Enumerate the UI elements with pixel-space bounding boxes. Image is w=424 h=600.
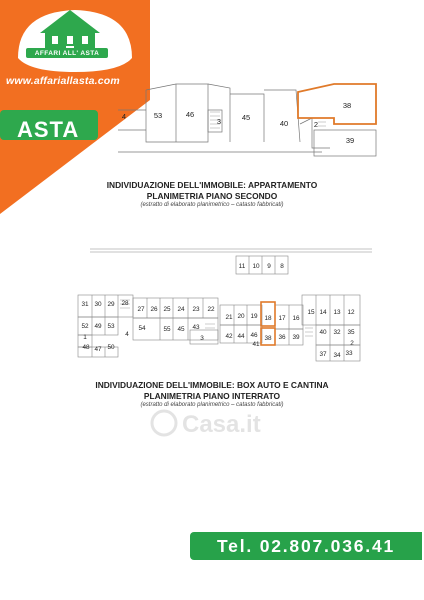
room-label: 55 — [163, 326, 171, 333]
room-label: 16 — [292, 315, 300, 322]
room-label: 40 — [319, 329, 327, 336]
room-label: 21 — [225, 314, 233, 321]
caption-subtitle-top: PLANIMETRIA PIANO SECONDO — [146, 191, 278, 201]
caption-note-bottom: (estratto di elaborato planimetrico – catasto fabbricati) — [140, 402, 284, 408]
room-label: 45 — [177, 326, 185, 333]
room-label: 32 — [333, 329, 341, 336]
room-label: 48 — [82, 344, 90, 351]
room-label: 10 — [252, 263, 260, 270]
room-label: 24 — [177, 306, 185, 313]
room-label: 12 — [347, 309, 355, 316]
room-label: 52 — [81, 323, 89, 330]
room-label: 1 — [83, 334, 87, 341]
room-label: 28 — [121, 300, 129, 307]
room-label: 43 — [192, 324, 200, 331]
room-label: 3 — [200, 335, 204, 342]
room-label: 20 — [237, 313, 245, 320]
room-label: 41 — [252, 341, 260, 348]
room-label: 2 — [350, 340, 354, 347]
room-label: 14 — [319, 309, 327, 316]
room-label: 3 — [216, 117, 222, 126]
room-label: 29 — [107, 301, 115, 308]
room-label: 27 — [137, 306, 145, 313]
room-label: 30 — [94, 301, 102, 308]
caption-subtitle-bottom: PLANIMETRIA PIANO INTERRATO — [143, 391, 281, 401]
room-label: 23 — [192, 306, 200, 313]
phone-banner — [190, 532, 422, 560]
room-label: 4 — [121, 112, 127, 121]
floor-plan-second-floor — [0, 0, 424, 170]
room-label: 47 — [94, 346, 102, 353]
room-label: 38 — [342, 101, 352, 110]
room-label: 39 — [345, 136, 355, 145]
caption-note-top: (estratto di elaborato planimetrico – catasto fabbricati) — [140, 202, 284, 208]
room-label: 22 — [207, 306, 215, 313]
room-label: 38 — [264, 335, 272, 342]
room-label: 45 — [241, 113, 251, 122]
logo-text: AFFARI ALL' ASTA — [34, 50, 100, 57]
room-label: 34 — [333, 352, 341, 359]
room-label: 25 — [163, 306, 171, 313]
room-label: 46 — [250, 332, 258, 339]
room-label: 53 — [107, 323, 115, 330]
room-label: 49 — [94, 323, 102, 330]
room-label: 44 — [237, 333, 245, 340]
room-label: 18 — [264, 315, 272, 322]
room-label: 19 — [250, 313, 258, 320]
room-label: 9 — [267, 263, 271, 270]
caption-title-top: INDIVIDUAZIONE DELL'IMMOBILE: APPARTAMENTO — [106, 180, 318, 190]
room-label: 40 — [279, 119, 289, 128]
room-label: 11 — [238, 263, 246, 270]
caption-title-bottom: INDIVIDUAZIONE DELL'IMMOBILE: BOX AUTO E CANTINA — [95, 380, 329, 390]
room-label: 36 — [278, 334, 286, 341]
room-label: 39 — [292, 334, 300, 341]
casa-watermark — [150, 406, 276, 440]
room-label: 26 — [150, 306, 158, 313]
room-label: 31 — [81, 301, 89, 308]
room-label: 46 — [185, 110, 195, 119]
highlight-box-auto — [261, 302, 275, 326]
room-label: 42 — [225, 333, 233, 340]
room-label: 37 — [319, 351, 327, 358]
room-label: 50 — [107, 344, 115, 351]
site-url: www.affariallasta.com — [6, 75, 120, 87]
room-label: 35 — [347, 329, 355, 336]
room-label: 15 — [307, 309, 315, 316]
room-label: 17 — [278, 315, 286, 322]
room-label: 2 — [313, 120, 319, 129]
room-label: 33 — [345, 350, 353, 357]
room-label: 4 — [125, 331, 129, 338]
floor-plan-basement — [0, 240, 424, 390]
room-label: 53 — [153, 111, 163, 120]
highlight-apartment — [298, 84, 376, 124]
watermark-text: Casa.it — [182, 411, 261, 438]
room-label: 13 — [333, 309, 341, 316]
room-label: 54 — [138, 325, 146, 332]
room-label: 8 — [280, 263, 284, 270]
asta-badge-label: ASTA — [17, 117, 80, 142]
phone-number: Tel. 02.807.036.41 — [216, 536, 396, 556]
